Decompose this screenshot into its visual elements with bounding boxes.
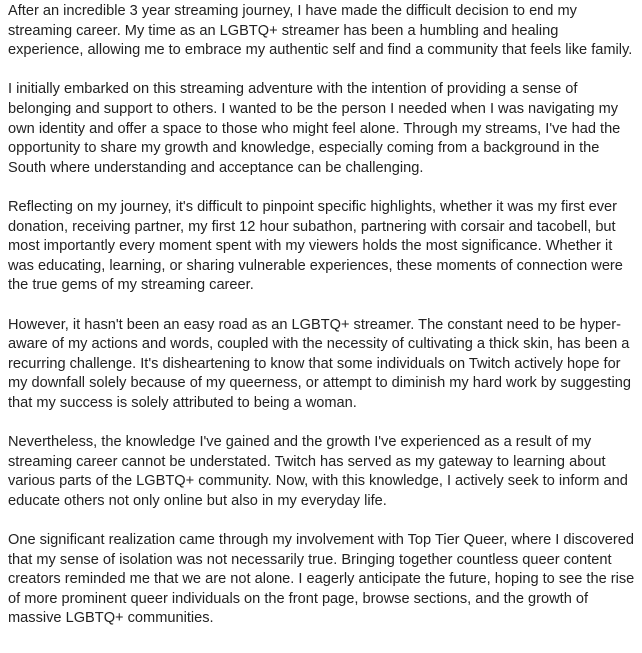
paragraph-challenges: However, it hasn't been an easy road as an LGBTQ+ streamer. The constant need to be hyper-aware of my actions and words, coupled with the necessity of cultivating a thick skin, has been a recurring challenge. It's disheartening to know that some individuals on Twitch actively hope for my downfall solely because of my queerness, or attempt to diminish my hard work by suggesting that my success is solely attributed to being a woman. (8, 316, 631, 411)
paragraph-intro: After an incredible 3 year streaming journey, I have made the difficult decision to end my streaming career. My time as an LGBTQ+ streamer has been a humbling and healing experience, allowing me to embrace my authentic self and find a community that feels like family. (8, 3, 633, 59)
paragraph-realization: One significant realization came through my involvement with Top Tier Queer, where I discovered that my sense of isolation was not necessarily true. Bringing together countless queer content creators reminded me that we are not alone. I eagerly anticipate the future, hoping to see the rise of more prominent queer individuals on the front page, browse sections, and the growth of massive LGBTQ+ communities. (8, 532, 635, 627)
paragraph-highlights: Reflecting on my journey, it's difficult to pinpoint specific highlights, whether it was my first ever donation, receiving partner, my first 12 hour subathon, partnering with corsair and tacobell, but most importantly every moment spent with my viewers holds the most significance. Whether it was educating, learning, or sharing vulnerable experiences, these moments of connection were the true gems of my streaming career. (8, 198, 623, 294)
paragraph-growth: Nevertheless, the knowledge I've gained and the growth I've experienced as a result of my streaming career cannot be understated. Twitch has served as my gateway to learning about various parts of the LGBTQ+ community. Now, with this knowledge, I actively seek to inform and educate others not only online but also in my everyday life. (8, 434, 628, 509)
paragraph-beginnings: I initially embarked on this streaming adventure with the intention of providing a sense of belonging and support to others. I wanted to be the person I needed when I was navigating my own identity and offer a space to those who might feel alone. Through my streams, I've had the opportunity to share my growth and knowledge, especially coming from a background in the South where understanding and acceptance can be challenging. (8, 81, 621, 176)
